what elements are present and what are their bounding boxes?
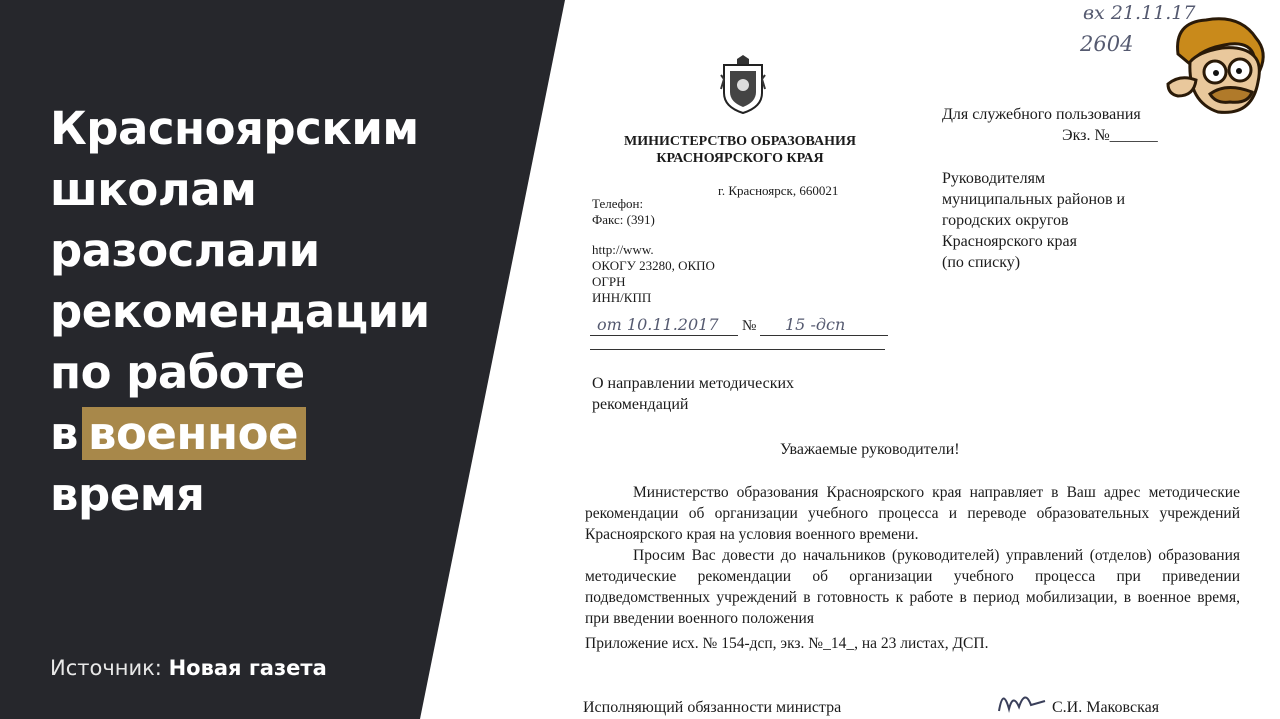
inn-label: ИНН/КПП [592,290,652,305]
source-credit [50,656,327,680]
paragraph-1: Министерство образования Красноярского края направляет в Ваш адрес методические рекомендации об организации учебного процесса и переводе образовательных учреждений Красноярского края на условия военного времени. [585,484,1240,543]
copy-number: Экз. №______ [1062,127,1158,144]
headline-line: рекомендации [50,285,430,338]
headline [50,98,520,525]
fax-label: Факс: (391) [592,212,655,227]
handwritten-letter-date: от 10.11.2017 [597,315,719,334]
web-label: http://www. [592,242,654,257]
okogu-label: ОКОГУ 23280, ОКПО [592,258,715,273]
headline-line: Красноярским [50,102,419,155]
headline-highlight: военное [82,407,306,460]
headline-line-6 [50,403,520,464]
signatory-title: Исполняющий обязанности министра [583,699,842,716]
recipient-block: Руководителям муниципальных районов и городских округов Красноярского края (по списку) [942,170,1126,271]
headline-line: школам [50,163,257,216]
handwritten-incoming-number: 2604 [1080,32,1134,56]
headline-line: время [50,468,205,521]
number-sign: № [742,318,757,334]
handwritten-incoming-date: вх 21.11.17 [1083,2,1196,24]
ministry-name: МИНИСТЕРСТВО ОБРАЗОВАНИЯ КРАСНОЯРСКОГО КРАЯ [624,134,856,166]
number-underline [760,335,888,336]
cartoon-face-icon [1160,12,1272,124]
source-name: Новая газета [168,656,327,680]
signature-icon [995,683,1050,717]
letter-subject: О направлении методических рекомендаций [592,375,795,413]
confidential-mark: Для служебного пользования [942,106,1141,123]
source-label: Источник: [50,656,162,680]
paragraph-2: Просим Вас довести до начальников (руководителей) управлений (отделов) образования методические рекомендации об организации учебного процесса при приведении подведомственных учреждений в готовность к работе в период мобилизации, в военное время, при введении военного положения [585,547,1240,627]
signatory-name: С.И. Маковская [1052,699,1160,716]
phone-label: Телефон: [592,196,644,211]
ministry-city: г. Красноярск, 660021 [718,183,839,198]
attachment-line: Приложение исх. № 154-дсп, экз. №_14_, на 23 листах, ДСП. [585,635,989,652]
headline-word: в [50,407,78,460]
header-rule [590,349,885,350]
handwritten-letter-number: 15 -дсп [785,315,846,334]
headline-line: по работе [50,346,305,399]
coat-of-arms-icon [718,55,768,115]
greeting: Уважаемые руководители! [780,441,960,458]
letter-body [585,482,1240,629]
date-underline [590,335,738,336]
headline-line: разослали [50,224,320,277]
ogrn-label: ОГРН [592,274,626,289]
